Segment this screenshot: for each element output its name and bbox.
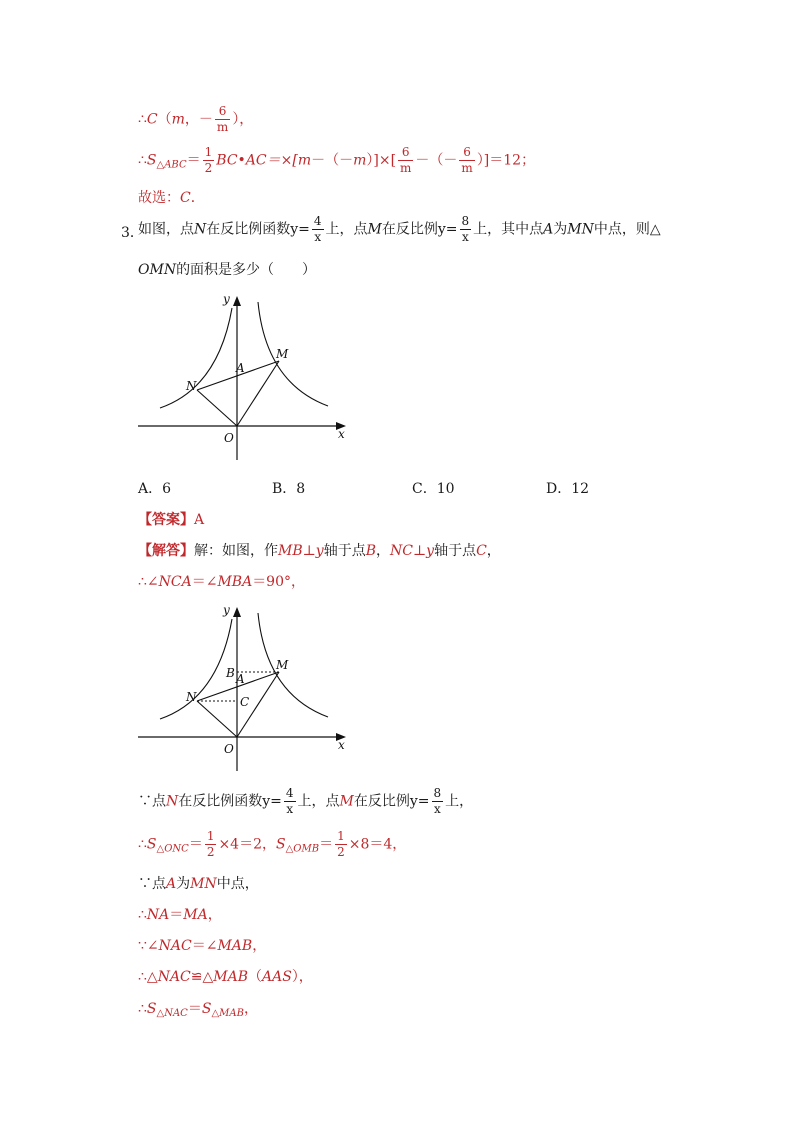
fraction: $\frac{4}{x}$	[285, 786, 294, 816]
label-m: M	[276, 658, 289, 672]
question-number: 3．	[121, 225, 144, 241]
prev-line-2: $\therefore S_{\triangle ABC}=$ $\frac{1}{2}$ BC•AC＝×[m－（－m）]×[ $\frac{6}{m}$ －（－ $\frac{6}{m}$ ）]＝12；	[138, 145, 536, 175]
label-c: C	[240, 695, 250, 709]
label-x: x	[338, 738, 345, 752]
solution-line-9: $\therefore S_{\triangle NAC}=S_{\triangle MAB}$，	[138, 1001, 258, 1019]
figure-1	[130, 288, 360, 463]
solution-line-7: ∵∠NAC＝∠MAB，	[138, 938, 267, 954]
solution-line-6: ∴NA＝MA，	[138, 907, 222, 923]
answer-line: 【答案】A	[138, 512, 205, 528]
figure-2	[130, 599, 360, 774]
label-a: A	[236, 672, 245, 686]
curve-right	[258, 302, 328, 406]
option-b: B．8	[272, 481, 306, 497]
solution-line-2: ∴∠NCA＝∠MBA＝90°，	[138, 574, 306, 590]
fraction: $\frac{4}{x}$	[313, 214, 322, 244]
prev-line-3: 故选：C．	[138, 190, 205, 206]
fraction: $\frac{8}{x}$	[433, 786, 442, 816]
curve-left	[160, 308, 232, 408]
curve-left	[160, 619, 232, 719]
fraction: $\frac{8}{x}$	[461, 214, 470, 244]
label-y: y	[223, 292, 230, 306]
fraction: $\frac{6}{m}$	[461, 145, 473, 175]
solution-line-5: ∵点A为MN中点，	[138, 876, 259, 892]
segment-no	[197, 390, 237, 426]
y-axis-arrow	[233, 296, 241, 306]
option-d: D．12	[546, 481, 590, 497]
fraction: $\frac{6}{m}$	[216, 104, 229, 134]
fraction: $\frac{1}{2}$	[206, 829, 215, 859]
solution-line-8: ∴△NAC≌△MAB（AAS），	[138, 969, 313, 985]
label-a: A	[236, 361, 245, 375]
label-b: B	[226, 666, 235, 680]
y-axis-arrow	[233, 607, 241, 617]
label-x: x	[338, 427, 345, 441]
label-o: O	[224, 431, 234, 445]
option-c: C．10	[412, 481, 455, 497]
segment-no	[197, 701, 237, 737]
curve-right	[258, 613, 328, 717]
question-line-2: OMN的面积是多少（ ）	[138, 262, 317, 278]
solution-line-3: ∵点N在反比例函数y= $\frac{4}{x}$ 上，点M在反比例y= $\frac{8}{x}$ 上，	[138, 786, 474, 816]
fraction: $\frac{1}{2}$	[204, 145, 213, 175]
solution-line-1: 【解答】解：如图，作MB⊥y轴于点B，NC⊥y轴于点C，	[138, 543, 501, 559]
fraction: $\frac{1}{2}$	[337, 829, 345, 859]
question-line-1: 如图，点N在反比例函数y= $\frac{4}{x}$ 上，点M在反比例y= $\frac{8}{x}$ 上，其中点A为MN中点，则△	[138, 214, 661, 244]
prev-line-1: ∴C（m，－ $\frac{6}{m}$ ），	[138, 104, 254, 134]
fraction: $\frac{6}{m}$	[400, 145, 412, 175]
label-y: y	[223, 603, 230, 617]
option-a: A．6	[138, 481, 172, 497]
solution-line-4: $\therefore S_{\triangle ONC}=$ $\frac{1}{2}$ ×4＝2，$S_{\triangle OMB}=$ $\frac{1}{2}$ ×8＝4，	[138, 829, 407, 859]
label-n: N	[186, 379, 197, 393]
label-o: O	[224, 742, 234, 756]
label-m: M	[276, 347, 289, 361]
label-n: N	[186, 690, 197, 704]
